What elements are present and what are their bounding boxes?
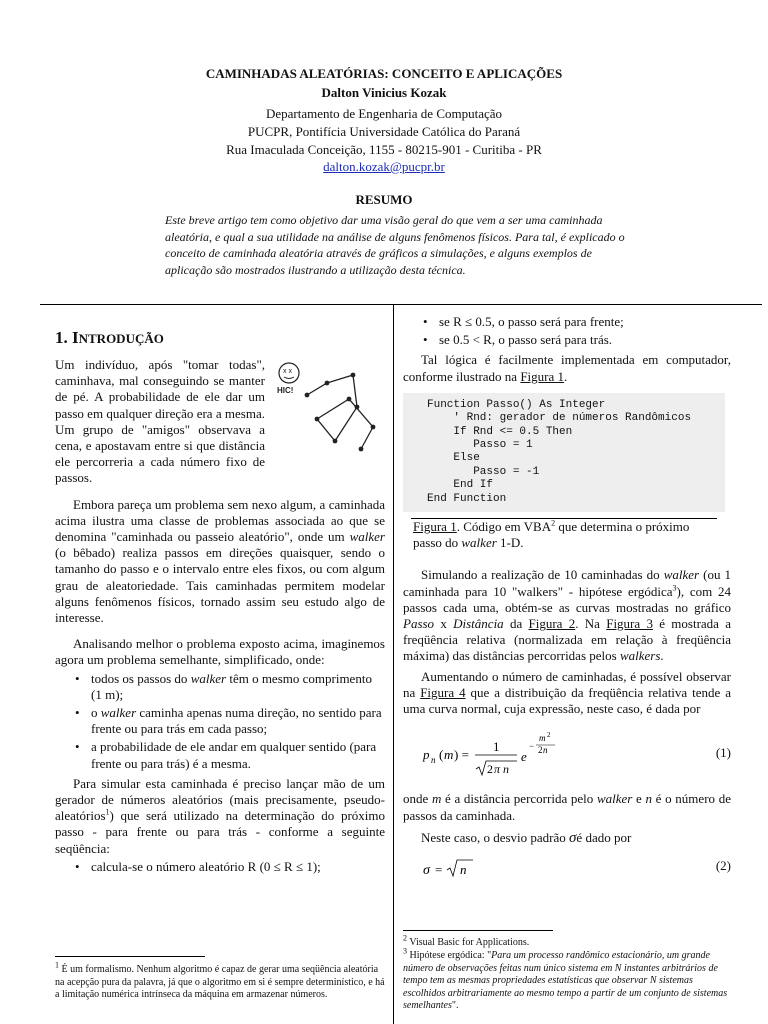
intro-paragraph: Um indivíduo, após "tomar todas", caminhava, mal conseguindo se manter de pé. A probabilidade de ele dar um passo em qualquer direção era a mesma. Um grupo de "amigos" observava a cena, e apostavam entre si que distância ele percorreria a cada número fixo de passos. [55,357,265,486]
university: PUCPR, Pontifícia Universidade Católica do Paraná [247,124,521,139]
list-item: • o walker caminha apenas numa direção, no sentido para frente ou para trás em cada passo; [91,705,385,737]
svg-text:=: = [435,861,443,877]
svg-text:e: e [521,749,527,765]
paragraph-where: onde m é a distância percorrida pelo walker e n é o número de passos da caminhada. [403,791,731,823]
svg-text:π n: π n [494,762,510,777]
equation-2-number: (2) [715,857,731,873]
address: Rua Imaculada Conceição, 1155 - 80215-901 - Curitiba - PR [226,142,542,157]
assumption-list [55,671,385,772]
header-divider [40,304,762,305]
footnote-rule [55,956,205,957]
department: Departamento de Engenharia de Computação [265,106,503,121]
svg-text:σ: σ [423,862,430,878]
figure-4-link[interactable]: Figura 4 [420,684,466,700]
paper-title: CAMINHADAS ALEATÓRIAS: CONCEITO E APLICAÇÕES [205,66,563,81]
drunk-walker-figure [277,361,373,451]
figure-1-link[interactable]: Figura 1 [520,368,565,384]
svg-text:m: m [444,747,454,763]
svg-text:p: p [423,747,430,763]
list-item: • calcula-se o número aleatório R (0 ≤ R ≤ 1); [91,859,385,875]
svg-text:) =: ) = [454,747,469,763]
figure-2-link[interactable]: Figura 2 [528,616,576,632]
equation-1 [403,725,731,791]
abstract-text: Este breve artigo tem como objetivo dar uma visão geral do que vem a ser uma caminhada aleatória, e qual a sua utilidade na análise de alguns fenômenos físicos. Para tal, é explicado o conceito de caminhada aleatória através de gráficos a simulações, e alguns exemplos de aplicação são mostrados ilustrando a utilização desta técnica. [165,213,625,277]
paragraph-logic: Tal lógica é facilmente implementada em computador, conforme ilustrado na Figura 1. [403,352,731,384]
svg-text:n: n [460,861,467,877]
left-column [55,328,385,879]
equation-1-number: (1) [715,745,731,761]
svg-text:x x: x x [283,368,292,375]
sequence-list [55,859,385,875]
footnote-2: $^2$ Visual Basic for Applications. [403,933,530,948]
list-item: • se 0.5 < R, o passo será para trás. [439,332,731,348]
abstract-heading: RESUMO [355,192,413,207]
paragraph-simulate: Para simular esta caminhada é preciso lançar mão de um gerador de números aleatórios (mais precisamente, pseudo-aleatórios$^1$) que será utilizado na determinação do próximo passo - para frente ou para trás - conforme a seguinte seqüência: [55,775,385,856]
footnote-1: $^1$ É um formalismo. Nenhum algoritmo é capaz de gerar uma seqüência aleatória na acepção pura da palavra, já que o algoritmo em si é sempre determinístico, e há a limitação numérica intrínseca da máquina em armazenar números. [55,960,385,1000]
svg-text:n: n [543,745,548,756]
paragraph-walk: Embora pareça um problema sem nexo algum, a caminhada acima ilustra uma classe de problemas associada ao que se denomina "caminhada ou passeio aleatório", onde um walker (o bêbado) realiza passos em direções quaisquer, sendo o tamanho do passo e o intervalo entre eles fixos, ou com algum grau de aleatoriedade. Tais caminhadas permitem modelar alguns fenômenos físicos, tornado assim seu estudo algo de interesse. [55,496,385,626]
svg-text:−: − [529,741,535,752]
svg-text:2: 2 [547,731,551,740]
figure-1-caption-link[interactable]: Figura 1 [413,519,457,535]
email-link[interactable]: dalton.kozak@pucpr.br [323,159,445,174]
footnote-3: $^3$ Hipótese ergódica: "Para um processo randômico estacionário, um grande número de observações feitas num único sistema em N instantes arbitrários de tempo tem as mesmas propriedades estatísticas que observar N sistemas escolhidos arbitrariamente ao mesmo tempo a partir de um conjunto de sistemas semelhantes". [403,946,728,1011]
column-divider [393,305,394,1024]
paragraph-analysis: Analisando melhor o problema exposto acima, imaginemos agora um problema semelhante, simplificado, onde: [55,636,385,668]
author-name: Dalton Vinicius Kozak [321,85,447,100]
svg-text:n: n [431,755,436,766]
equation-2 [403,852,731,884]
paragraph-results: Simulando a realização de 10 caminhadas do walker (ou 1 caminhada para 10 "walkers" - hipótese ergódica$^3$), com 24 passos cada uma, obtém-se as curvas mostradas no gráfico Passo x Distância da Figura 2. Na Figura 3 é mostrada a freqüência relativa (normalizada em relação à freqüência máxima) das distâncias percorridas pelos walkers. [403,567,731,664]
svg-text:1: 1 [493,739,500,755]
svg-text:2: 2 [538,745,543,756]
condition-list [403,314,731,348]
svg-text:2: 2 [487,762,493,777]
list-item: • a probabilidade de ele andar em qualquer sentido (para frente ou para trás) é a mesma. [91,739,385,771]
figure-3-link[interactable]: Figura 3 [606,616,653,632]
list-item: • se R ≤ 0.5, o passo será para frente; [439,314,731,330]
paragraph-normal: Aumentando o número de caminhadas, é possível observar na Figura 4 que a distribuição da freqüência relativa tende a uma curva normal, cuja expressão, neste caso, é dada por [403,668,731,717]
code-block: Function Passo() As Integer ' Rnd: gerador de números Randômicos If Rnd <= 0.5 Then Passo = 1 Else Passo = -1 End If End Function [403,393,725,512]
list-item: • todos os passos do walker têm o mesmo comprimento (1 m); [91,671,385,703]
svg-text:m: m [539,733,546,744]
section-heading: 1. INTRODUÇÃO [55,328,164,347]
hic-label: HIC! [277,386,294,395]
right-column [403,312,731,884]
paragraph-stddev: Neste caso, o desvio padrão σé dado por [421,829,632,846]
figure-1-caption: Figura 1. Código em VBA$^2$ que determina o próximo passo do walker 1-D. [413,518,690,551]
footnote-rule-right [403,930,553,931]
svg-text:(: ( [439,747,444,763]
